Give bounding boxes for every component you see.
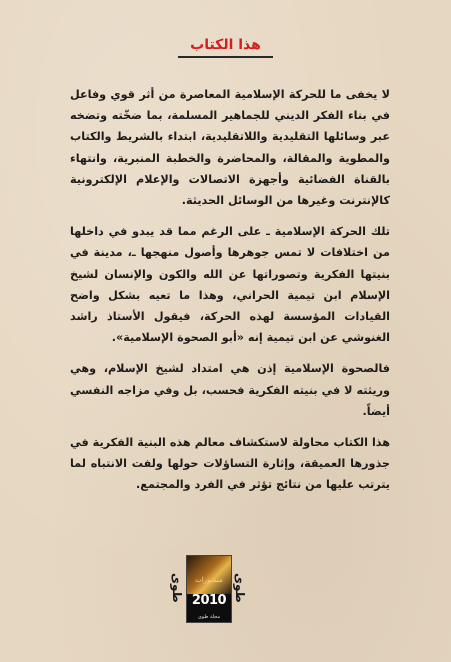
paragraph-2: تلك الحركة الإسلامية ـ على الرغم مما قد يبدو في داخلها من اختلافات لا تمس جوهرها وأصول منهجها ـ، مدينة في بنيتها الفكرية وتصوراتها عن الله والكون والإنسان لشيخ الإسلام ابن تيمية الحراني، وهذا ما تعيه بشكل واضح القيادات المؤسسة لهذه الحركة، فيقول الأستاذ راشد الغنوشي عن ابن تيمية إنه «أبو الصحوة الإسلامية».: [70, 225, 390, 345]
paragraph-1: لا يخفى ما للحركة الإسلامية المعاصرة من أثر قوي وفاعل في بناء الفكر الديني للجماهير المسلمة، بما ضخّته وتضخه عبر وسائلها التقليدية واللاتقليدية، ابتداء بالشريط والكتاب والمطوية والمقالة، والمحاضرة والخطبة المنبرية، وانتهاء بالقناة الفضائية وأجهزة الاتصالات والإعلام الإلكترونية كالإنترنت وغيرها من الوسائل الحديثة.: [70, 88, 390, 208]
paragraph-3: فالصحوة الإسلامية إذن هي امتداد لشيخ الإسلام، وهي وريثته لا في بنيته الفكرية فحسب، بل وفي مزاجه النفسي أيضاً.: [70, 362, 390, 418]
publisher-logo: [168, 555, 254, 623]
logo-label: منشورات: [195, 576, 223, 584]
page-title: هذا الكتاب: [190, 37, 261, 53]
logo-box: [186, 555, 232, 623]
paragraph-4: هذا الكتاب محاولة لاستكشاف معالم هذه البنية الفكرية في جذورها العميقة، وإثارة التساؤلات حولها ولفت الانتباه لما يترتب عليها من نتائج تؤثر في الفرد والمجتمع.: [70, 436, 390, 492]
title-area: [0, 34, 451, 57]
title-underline: [178, 56, 273, 58]
logo-year: 2010: [191, 593, 227, 608]
logo-shape-icon: [187, 556, 231, 594]
book-description: [70, 84, 390, 506]
logo-brand-right: طوى: [233, 573, 247, 603]
logo-brand-left: طوى: [170, 573, 184, 603]
logo-footer: مجلة طوى: [197, 614, 221, 620]
